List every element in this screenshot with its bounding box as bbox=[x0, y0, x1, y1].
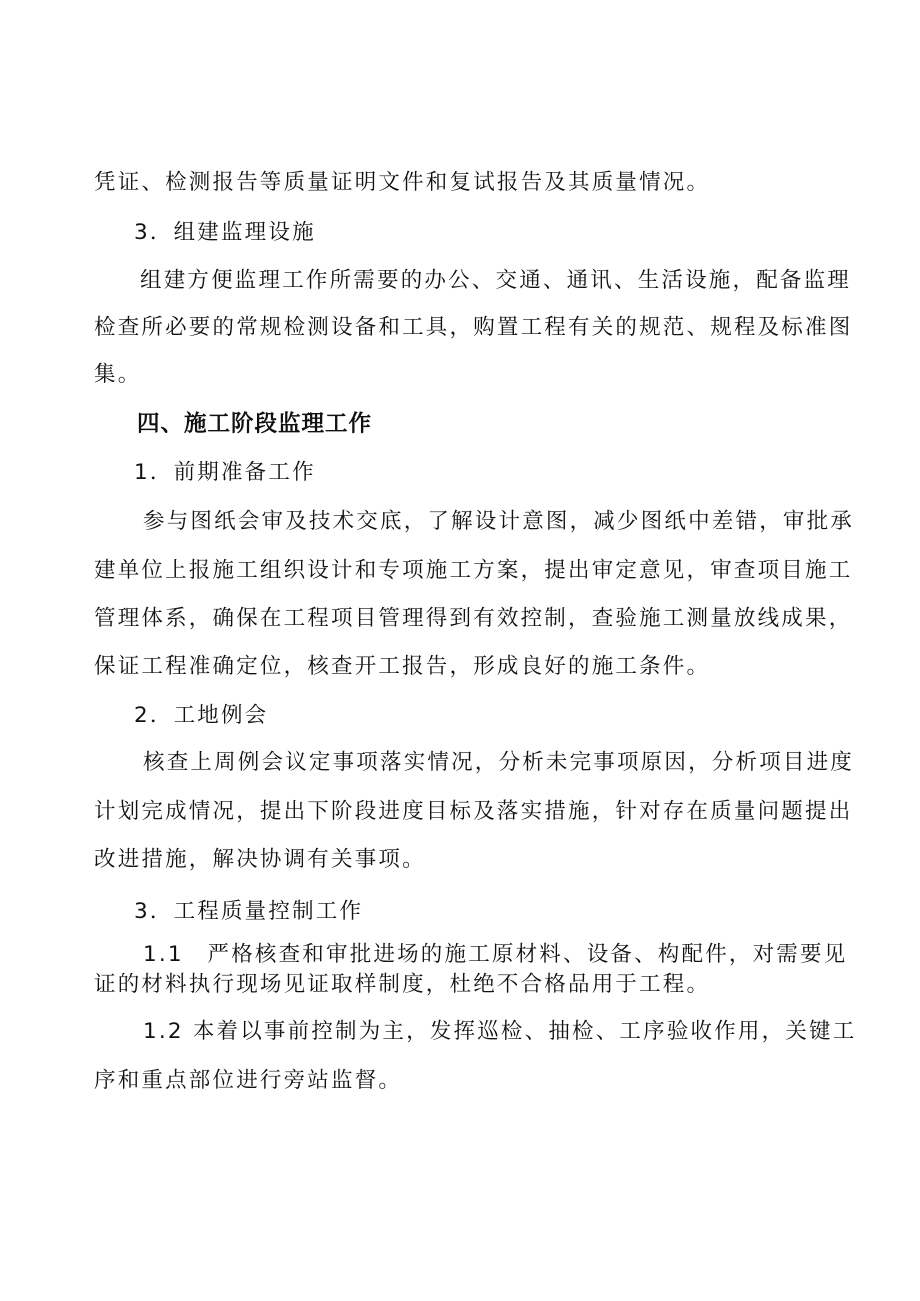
paragraph-line: 检查所必要的常规检测设备和工具，购置工程有关的规范、规程及标准图 bbox=[94, 315, 853, 340]
paragraph-line: 证的材料执行现场见证取样制度，杜绝不合格品用于工程。 bbox=[94, 972, 711, 997]
paragraph-line: 序和重点部位进行旁站监督。 bbox=[94, 1068, 403, 1093]
subheading-site-meeting: 2．工地例会 bbox=[134, 703, 269, 728]
paragraph-line: 改进措施，解决协调有关事项。 bbox=[94, 847, 426, 872]
paragraph-line: 核查上周例会议定事项落实情况，分析未完事项原因，分析项目进度 bbox=[143, 750, 855, 775]
paragraph-line: 保证工程准确定位，核查开工报告，形成良好的施工条件。 bbox=[94, 654, 711, 679]
paragraph-line: 1.2 本着以事前控制为主，发挥巡检、抽检、工序验收作用，关键工 bbox=[143, 1019, 857, 1044]
paragraph-line: 参与图纸会审及技术交底，了解设计意图，减少图纸中差错，审批承 bbox=[143, 509, 855, 534]
paragraph-line: 计划完成情况，提出下阶段进度目标及落实措施，针对存在质量问题提出 bbox=[94, 799, 853, 824]
paragraph-line: 管理体系，确保在工程项目管理得到有效控制，查验施工测量放线成果， bbox=[94, 606, 853, 631]
section-heading-construction-phase: 四、施工阶段监理工作 bbox=[137, 411, 373, 437]
subheading-facilities: 3．组建监理设施 bbox=[134, 220, 316, 245]
subheading-quality-control: 3．工程质量控制工作 bbox=[134, 899, 364, 924]
paragraph-line: 组建方便监理工作所需要的办公、交通、通讯、生活设施，配备监理 bbox=[140, 268, 852, 293]
paragraph-line: 集。 bbox=[94, 362, 142, 387]
paragraph-line: 1.1 严格核查和审批进场的施工原材料、设备、构配件，对需要见 bbox=[143, 942, 848, 967]
paragraph-line: 建单位上报施工组织设计和专项施工方案，提出审定意见，审查项目施工 bbox=[94, 558, 853, 583]
paragraph-line: 凭证、检测报告等质量证明文件和复试报告及其质量情况。 bbox=[94, 170, 711, 195]
subheading-preparation: 1．前期准备工作 bbox=[134, 460, 316, 485]
